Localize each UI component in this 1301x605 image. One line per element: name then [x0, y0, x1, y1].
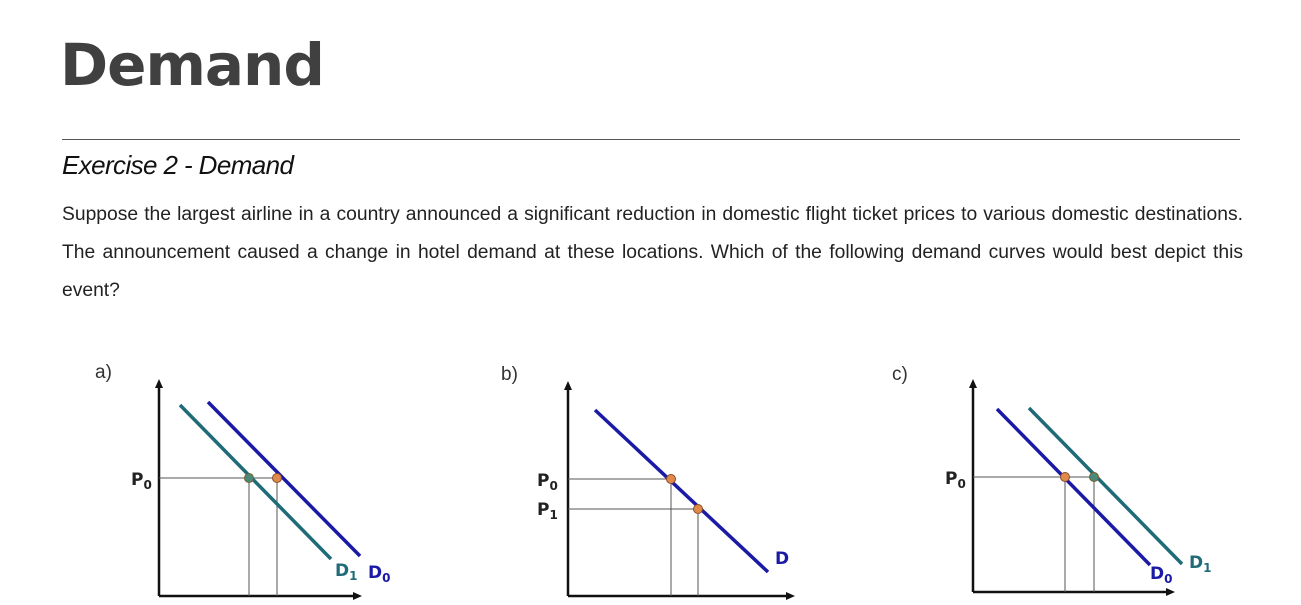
demand-curve-d1: [180, 405, 331, 559]
option-a-label: a): [95, 362, 112, 383]
option-b-graph: [528, 370, 828, 605]
y-axis-arrow: [564, 381, 572, 390]
title-divider: [62, 139, 1240, 140]
equilibrium-point-d0: [1061, 473, 1070, 482]
curve-label-d: D: [775, 549, 790, 569]
curve-label-d0: $D_0$: [1150, 564, 1173, 586]
equilibrium-point-d1: [1090, 473, 1099, 482]
option-b-label: b): [501, 364, 518, 385]
equilibrium-point-d1: [245, 474, 254, 483]
y-axis-arrow: [969, 379, 977, 388]
price-label-p0: $P_0$: [131, 470, 152, 492]
x-axis-arrow: [786, 592, 795, 600]
exercise-question: Suppose the largest airline in a country announced a significant reduction in domestic flight ticket prices to various domestic destinations. The announcement caused a change in hotel demand at these locations. Which of the following demand curves would best depict this event?: [62, 204, 1243, 301]
curve-label-d1: $D_1$: [1189, 553, 1212, 575]
demand-curve-d0: [208, 402, 360, 556]
x-axis-arrow: [1166, 588, 1175, 596]
price-label-p1: $P_1$: [537, 500, 558, 522]
option-c-label: c): [892, 364, 908, 385]
demand-curve-d0: [997, 409, 1150, 565]
exercise-heading: Exercise 2 - Demand: [62, 150, 294, 180]
option-c-graph: [934, 370, 1234, 605]
page-title: Demand: [60, 31, 324, 99]
option-a-graph: [120, 370, 420, 605]
equilibrium-point-d0: [273, 474, 282, 483]
y-axis-arrow: [155, 379, 163, 388]
demand-curve-d: [595, 410, 768, 572]
equilibrium-point-p0: [667, 475, 676, 484]
price-label-p0: $P_0$: [537, 471, 558, 493]
equilibrium-point-p1: [694, 505, 703, 514]
curve-label-d1: $D_1$: [335, 561, 358, 583]
demand-curve-d1: [1029, 408, 1182, 564]
curve-label-d0: $D_0$: [368, 563, 391, 585]
price-label-p0: $P_0$: [945, 469, 966, 491]
x-axis-arrow: [353, 592, 362, 600]
